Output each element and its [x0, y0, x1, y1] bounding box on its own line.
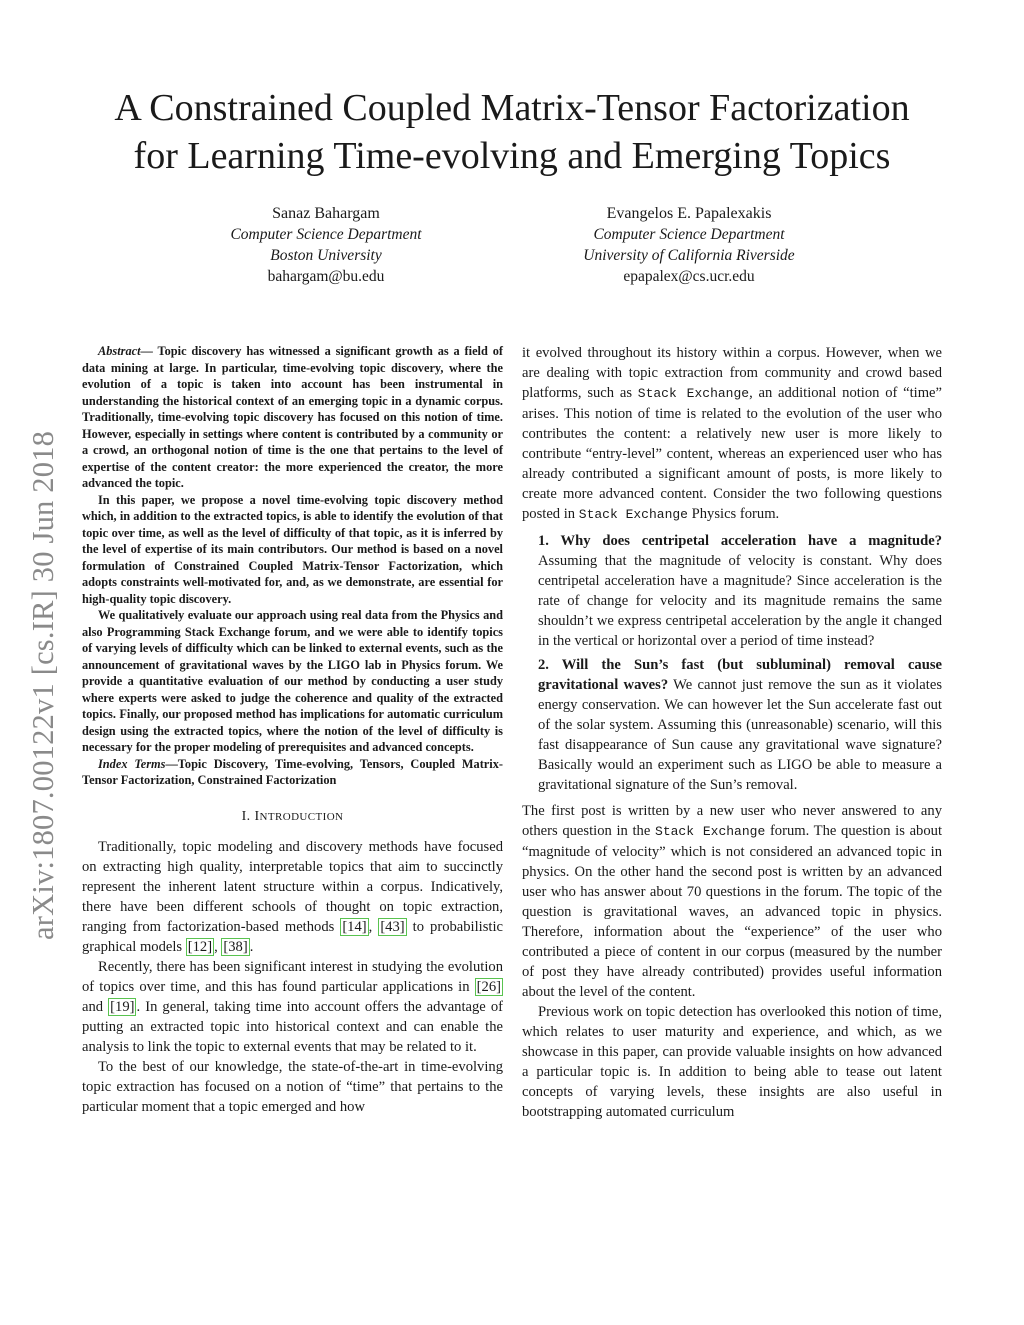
example-question-1: 1. Why does centripetal acceleration have a magnitude? Assuming that the magnitude of velocity is constant. Why does centripetal acceleration have a magnitude? Since acceleration is the rate of change for velocity and its magnitude remains the same shouldn’t we express centripetal acceleration by the angle it changed in the vertical or horizontal over a period of time instead?	[538, 533, 942, 649]
author-department: Computer Science Department	[593, 226, 785, 243]
abstract-dash: —	[140, 344, 158, 358]
section-heading-introduction: I. INTRODUCTION	[241, 808, 344, 824]
index-terms	[82, 756, 503, 789]
body-paragraph: The first post is written by a new user who never answered to any others question in the Stack Exchange forum. The question is about “magnitude of velocity” which is not considered an advanced topic in physics. On the other hand the second post is written by an advanced user who has answer about 70 questions in the forum. The topic of the question is gravitational waves, an advanced topic in physics. Therefore, information about the “experience” of the user who contributed a piece of content in our corpus (measured by the number of post they have already contributed) provides useful information about the level of the content.	[522, 803, 942, 1000]
author-block-2	[548, 203, 830, 287]
example-questions	[538, 531, 942, 795]
platform-name: Stack Exchange	[637, 386, 750, 401]
abstract	[82, 343, 503, 789]
body-paragraph: Previous work on topic detection has overlooked this notion of time, which relates to user maturity and experience, and which, as we showcase in this paper, can provide valuable insights on how advanced a particular topic is. In addition to being able to tease out latent concepts of varying levels, these insights are also useful in bootstrapping automated curriculum	[522, 1004, 942, 1120]
author-email: bahargam@bu.edu	[267, 268, 385, 285]
author-affiliation: University of California Riverside	[583, 247, 795, 264]
arxiv-identifier: arXiv:1807.00122v1 [cs.IR] 30 Jun 2018	[26, 430, 60, 940]
author-affiliation: Boston University	[270, 247, 382, 264]
intro-paragraph: Recently, there has been significant interest in studying the evolution of topics over time, and this has found particular applications in [26] and [19] . In general, taking time into account offers the advantage of putting an extracted topic into historical context and can enable the analysis to link the topic to external events that may be related to it.	[82, 958, 503, 1055]
citation-link[interactable]: [12]	[187, 938, 213, 955]
author-block-1	[186, 203, 466, 287]
body-paragraph: it evolved throughout its history within a corpus. However, when we are dealing with topic extraction from community and crowd based platforms, such as Stack Exchange, an additional notion of “time” arises. This notion of time is related to the evolution of the user who contributes the content: a relatively new user is more likely to contribute “entry-level” content, whereas an experienced user who has already contributed a significant amount of posts, is more likely to create more advanced content. Consider the two following questions posted in Stack Exchange Physics forum.	[522, 345, 943, 522]
index-terms-dash: —	[165, 756, 178, 771]
citation-link[interactable]: [43]	[380, 918, 405, 935]
author-name: Evangelos E. Papalexakis	[606, 205, 772, 222]
citation-link[interactable]: [26]	[476, 978, 501, 995]
paper-title	[60, 84, 964, 180]
intro-paragraph: Traditionally, topic modeling and discovery methods have focused on extracting high quality, interpretable topics that aim to succinctly represent the inherent latent structure within a corpus. Indicatively, there have been different schools of thought on topic extraction, ranging from factorization-based methods [14] , [43] to probabilistic graphical models [12] , [38] .	[82, 838, 503, 955]
author-department: Computer Science Department	[230, 226, 422, 243]
platform-name: Stack Exchange	[655, 824, 766, 839]
title-line-2: for Learning Time-evolving and Emerging Topics	[133, 135, 891, 177]
author-email: epapalex@cs.ucr.edu	[623, 268, 755, 285]
platform-name: Stack Exchange	[578, 507, 688, 522]
intro-paragraph: To the best of our knowledge, the state-of-the-art in time-evolving topic extraction has focused on a notion of “time” that pertains to the particular moment that a topic emerged and how	[82, 1058, 503, 1115]
author-name: Sanaz Bahargam	[272, 205, 380, 222]
citation-link[interactable]: [19]	[110, 998, 135, 1015]
abstract-paragraph: We qualitatively evaluate our approach using real data from the Physics and also Programming Stack Exchange forum, and we were able to identify topics of varying levels of difficulty which can be linked to external events, such as the announcement of gravitational waves by the LIGO lab in Physics forum. We provide a quantitative evaluation of our method by conducting a user study where experts were asked to judge the coherence and quality of the extracted topics. Finally, our proposed method has implications for automatic curriculum design using the extracted topics, where the notion of the level of difficulty is necessary for the proper modeling of prerequisites and advanced concepts.	[82, 608, 503, 754]
abstract-label: Abstract	[98, 344, 141, 358]
example-question-2: 2. Will the Sun’s fast (but subluminal) removal cause gravitational waves? We cannot just remove the sun as it violates energy conservation. We can however let the Sun accelerate fast out of the solar system. Assuming this (unreasonable) scenario, will this fast disappearance of Sun cause any gravitational wave signature? Basically would an experiment such as LIGO be able to measure a gravitational signature of the Sun’s removal.	[538, 657, 942, 793]
citation-link[interactable]: [14]	[342, 918, 367, 935]
abstract-text: Topic discovery has witnessed a significant growth as a field of data mining at large. In particular, time-evolving topic discovery, where the evolution of a topic is taken into account has been instrumental in understanding the historical context of an emerging topic in a dynamic corpus. Traditionally, time-evolving topic discovery has focused on this notion of time. However, especially in settings where content is contributed by a community or a crowd, an orthogonal notion of time is the one that pertains to the level of expertise of the content creator: the more experienced the creator, the more advanced the topic.	[82, 344, 503, 490]
title-line-1: A Constrained Coupled Matrix-Tensor Factorization	[114, 87, 910, 129]
index-terms-text: Topic Discovery, Time-evolving, Tensors, Coupled Matrix-Tensor Factorization, Constrained Factorization	[82, 756, 503, 787]
citation-link[interactable]: [38]	[223, 938, 248, 955]
abstract-paragraph: In this paper, we propose a novel time-evolving topic discovery method which, in addition to the extracted topics, is able to identify the evolution of that topic over time, as well as the level of difficulty of that topic, as it is inferred by the level of expertise of its main contributors. Our method is based on a novel formulation of Constrained Coupled Matrix-Tensor Factorization, which adopts constraints well-motivated for, and, as we demonstrate, are essential for high-quality topic discovery.	[82, 492, 503, 606]
abstract-paragraph	[82, 343, 503, 492]
index-terms-label: Index Terms	[98, 756, 166, 771]
right-column	[522, 343, 942, 1122]
left-column	[82, 343, 503, 1117]
